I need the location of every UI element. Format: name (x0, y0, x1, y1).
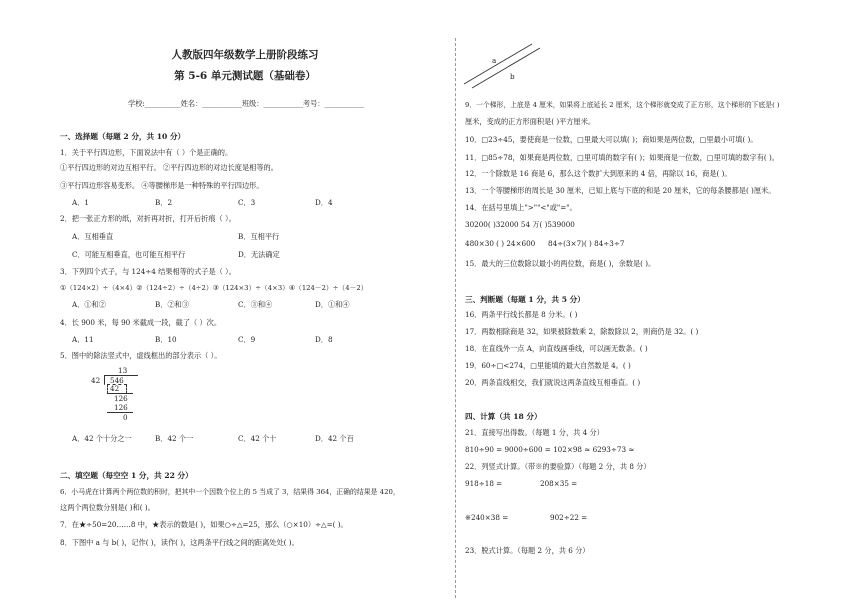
division-quotient: 13 (118, 366, 128, 375)
question-22-item-3: ※240×38 = (465, 513, 509, 522)
question-2-option-c: C．可能互相垂直，也可能互相平行 (72, 250, 186, 259)
question-15: 15．最大的三位数除以最小的两位数，商是( )，余数是( )。 (465, 259, 656, 268)
line-a-label: a (492, 56, 497, 65)
question-1-option-b: B．2 (155, 198, 173, 207)
question-3-option-a: A．①和② (72, 300, 106, 309)
question-19: 19．60÷□<274，□里能填的最大自然数是 4。( ) (465, 361, 631, 370)
question-3-option-b: B．②和③ (155, 300, 190, 309)
question-14-row-1: 30200( )32000 54 万( )539000 (465, 220, 575, 229)
question-2-option-b: B．互相平行 (238, 232, 280, 241)
student-info-line: 学校:__________姓名：___________班级：___________考号：___________ (128, 99, 365, 108)
question-3: 3．下列四个式子，与 124÷4 结果相等的式子是（ ）。 (60, 267, 236, 276)
question-22-item-4: 902÷22 = (550, 513, 588, 522)
left-column (60, 0, 445, 608)
question-9: 9．一个梯形，上底是 4 厘米，如果将上底延长 2 厘米，这个梯形就变成了正方形，这个梯形的下底是( ) (465, 101, 780, 109)
question-5-option-c: C．42 个十 (238, 434, 277, 443)
question-4-option-d: D．8 (315, 335, 333, 344)
parallel-lines-diagram (460, 40, 540, 90)
question-2-option-a: A．互相垂直 (72, 232, 114, 241)
question-3-expressions: ①（124×2）÷（4×4）②（124÷2）÷（4÷2）③（124×3）÷（4×3）④（124－2）÷（4－2） (60, 284, 368, 292)
division-dividend: 546 (110, 376, 124, 385)
question-1-statements-a: ①平行四边形的对边互相平行。 ②平行四边形的对边长度是相等的。 (60, 163, 278, 172)
question-4-option-b: B．10 (155, 335, 177, 344)
question-22-item-2: 208×35 = (540, 479, 578, 488)
question-9-continued: 厘米，变成的正方形面积是( )平方厘米。 (465, 117, 596, 126)
question-23: 23．脱式计算。（每题 2 分，共 6 分） (465, 546, 590, 555)
line-b (472, 48, 540, 88)
question-1-option-d: D．4 (315, 198, 333, 207)
question-8: 8．下图中 a 与 b( )，记作( )，读作( )，这两条平行线之间的距离处处( )。 (60, 538, 299, 547)
question-10: 10．□23÷45，要使商是一位数，□里最大可以填( )；商如果是两位数，□里最小可填( )。 (465, 135, 758, 144)
section-choice-heading: 一、选择题（每题 2 分，共 10 分） (60, 132, 186, 141)
question-20: 20．两条直线相交，我们就说这两条直线互相垂直。( ) (465, 378, 641, 387)
question-17: 17．两数相除商是 32，如果被除数乘 2，除数除以 2，则商仍是 32。( ) (465, 327, 699, 336)
question-4-option-c: C．9 (238, 335, 256, 344)
question-5-option-b: B．42 个一 (155, 434, 194, 443)
division-step-3: 126 (114, 403, 128, 412)
question-3-option-c: C．③和④ (238, 300, 273, 309)
line-b-label: b (510, 72, 515, 81)
question-1-option-a: A．1 (72, 198, 89, 207)
question-12: 12．一个除数是 16 商是 6，那么这个数扩大到原来的 4 倍，再除以 16，商是( )。 (465, 169, 732, 178)
question-1-option-c: C．3 (238, 198, 256, 207)
question-2: 2．把一张正方形的纸，对折再对折，打开后折痕（ ）。 (60, 214, 236, 223)
page-subtitle: 第 5-6 单元测试题（基础卷） (174, 70, 316, 82)
right-column (460, 0, 845, 608)
question-1-statements-b: ③平行四边形容易变形。 ④等腰梯形是一种特殊的平行四边形。 (60, 181, 264, 190)
question-4: 4．长 900 米，每 90 米截成一段，截了（ ）次。 (60, 318, 222, 327)
question-3-option-d: D．①和④ (315, 300, 350, 309)
question-2-option-d: D．无法确定 (238, 250, 280, 259)
question-6: 6．小马虎在计算两个两位数的积时，把其中一个因数个位上的 5 当成了 3，结果得 364，正确的结果是 420， (60, 488, 400, 496)
question-11: 11．□85÷78，如果商是两位数，□里可填的数字有( )；如果商是一位数，□里可填的数字有( )。 (465, 153, 779, 162)
question-14: 14．在括号里填上">""<"或"="。 (465, 203, 577, 212)
section-calc-heading: 四、计算（共 18 分） (465, 412, 542, 421)
division-divisor: 42 (91, 376, 101, 385)
division-step-1: 42 (110, 384, 120, 393)
question-5: 5．图中的除法竖式中，虚线框出的部分表示（ ）。 (60, 351, 222, 360)
question-21: 21．直接写出得数。（每题 1 分，共 4 分） (465, 428, 604, 437)
question-4-option-a: A．11 (72, 335, 94, 344)
question-14-row-2a: 480×30 ( ) 24×600 (465, 239, 536, 248)
question-21-items: 810÷90 = 9000÷600 = 102×98 ≈ 6293÷73 ≈ (465, 445, 635, 454)
question-22: 22．列竖式计算。（带※的要验算）（每题 2 分，共 8 分） (465, 462, 651, 471)
question-1: 1．关于平行四边形，下面说法中有（ ）个是正确的。 (60, 148, 233, 157)
question-5-option-d: D．42 个百 (315, 434, 354, 443)
question-6-continued: 这两个两位数分别是( )和( )。 (60, 503, 155, 512)
section-judge-heading: 三、判断题（每题 1 分，共 5 分） (465, 295, 585, 304)
question-16: 16．两条平行线长都是 8 分米。( ) (465, 310, 578, 319)
page-title: 人教版四年级数学上册阶段练习 (171, 49, 319, 61)
division-remainder: 0 (123, 413, 128, 422)
section-fill-heading: 二、填空题（每空空 1 分，共 22 分） (60, 471, 193, 480)
question-14-row-2b: 84÷(3×7)( ) 84÷3÷7 (548, 239, 625, 248)
long-division-figure (90, 366, 150, 424)
question-13: 13．一个等腰梯形的周长是 30 厘米，已知上底与下底的和是 20 厘米，它的每条腰都是( )厘米。 (465, 186, 776, 195)
question-18: 18．在直线外一点 A，向直线画垂线，可以画无数条。( ) (465, 344, 648, 353)
column-divider (455, 38, 456, 598)
division-step-2: 126 (114, 394, 128, 403)
line-a (464, 44, 532, 84)
question-7: 7．在★÷50=20……8 中，★表示的数是( )，如果○÷△=25，那么（○×10）÷△=( )。 (60, 520, 348, 529)
question-5-option-a: A．42 个十分之一 (72, 434, 132, 443)
question-22-item-1: 918÷18 = (465, 479, 503, 488)
